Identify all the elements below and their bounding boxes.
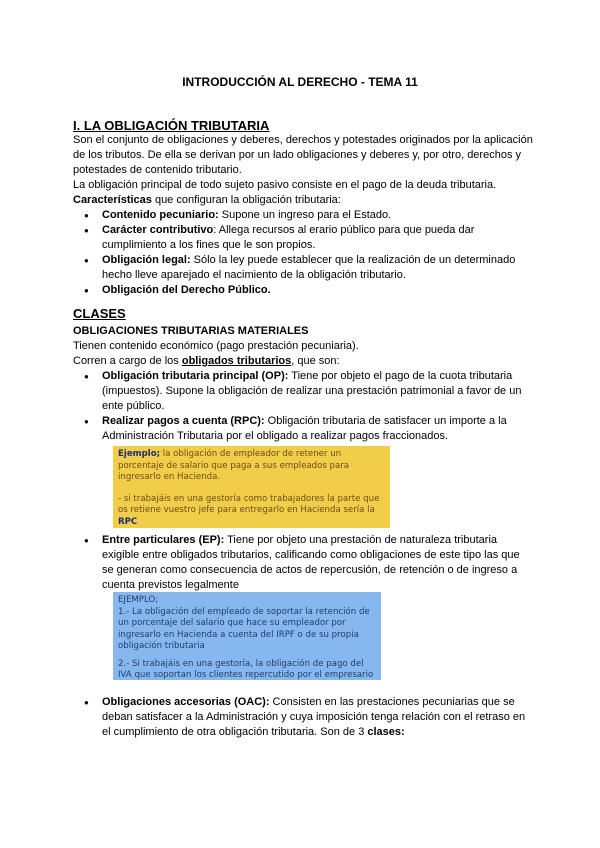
- feature-text: : Allega recursos al erario público para que pueda dar cumplimiento a los fines que le son propios.: [102, 224, 475, 251]
- example-line-1: la obligación de empleador de retener un porcentaje de salario que paga a sus empleados para ingresarlo en Hacienda.: [118, 449, 350, 482]
- subheading-materiales: OBLIGACIONES TRIBUTARIAS MATERIALES: [73, 325, 309, 337]
- ep-text: Tiene por objeto una prestación de naturaleza tributaria exigible entre obligados tributarios, calificando como obligaciones de este tipo las que se generan como consecuencia de actos de repercusión, de retención o de ingreso a cuenta previstos legalmente: [102, 534, 520, 591]
- ep-block: [73, 533, 533, 593]
- obligations-list-c: [73, 695, 533, 740]
- feature-term: Obligación legal:: [102, 254, 191, 266]
- feature-term: Carácter contributivo: [102, 224, 214, 236]
- example2-line-1: 1.- La obligación del empleado de soportar la retención de un porcentaje del salario que hace su empleador por ingresarlo en Hacienda a cuenta del IRPF o de su propia obligación tributaria: [118, 606, 370, 651]
- feature-term: Obligación del Derecho Público.: [102, 284, 271, 296]
- list-item: [73, 253, 533, 283]
- features-label: Características: [73, 194, 152, 206]
- section2-paragraph-2: [73, 354, 533, 369]
- section2-body: [73, 324, 533, 444]
- example-rpc-bold: RPC: [118, 516, 138, 527]
- rpc-term: Realizar pagos a cuenta (RPC):: [102, 415, 265, 427]
- obligations-list-a: [73, 369, 533, 444]
- example-line-2: - si trabajáis en una gestoría como trabajadores la parte que os retiene vuestro jefe para entregarlo en Hacienda sería la: [118, 493, 380, 515]
- features-intro-text: que configuran la obligación tributaria:: [151, 194, 341, 206]
- oac-block: [73, 695, 533, 740]
- feature-term: Contenido pecuniario:: [102, 209, 219, 221]
- section-heading-obligacion: I. LA OBLIGACIÓN TRIBUTARIA: [73, 118, 270, 133]
- list-item: [73, 283, 533, 298]
- section2-paragraph-1: Tienen contenido económico (pago prestación pecuniaria).: [73, 340, 359, 352]
- op-term: Obligación tributaria principal (OP):: [102, 370, 289, 382]
- features-list: [73, 208, 533, 298]
- example-label: Ejemplo;: [118, 449, 161, 459]
- list-item: [73, 223, 533, 253]
- list-item-ep: [73, 533, 533, 593]
- feature-text: Sólo la ley puede establecer que la realización de un determinado hecho lleve aparejado el nacimiento de la obligación tributario.: [102, 254, 516, 281]
- oac-term: Obligaciones accesorias (OAC):: [102, 696, 270, 708]
- features-intro: [73, 193, 533, 208]
- list-item-rpc: [73, 414, 533, 444]
- oac-clases-bold: clases:: [367, 726, 405, 738]
- document-title: INTRODUCCIÓN AL DERECHO - TEMA 11: [182, 75, 418, 89]
- section1-paragraph-1: Son el conjunto de obligaciones y deberes, derechos y potestades originados por la aplicación de los tributos. De ella se derivan por un lado obligaciones y deberes y, por otro, derechos y potestades de contenido tributario.: [73, 134, 533, 176]
- section1-body: [73, 133, 533, 298]
- example-box-rpc: [113, 446, 390, 528]
- example-box-ep: [113, 592, 381, 680]
- ep-term: Entre particulares (EP):: [102, 534, 225, 546]
- section-heading-clases: CLASES: [73, 306, 126, 321]
- list-item: [73, 208, 533, 223]
- para2-tail: , que son:: [291, 355, 340, 367]
- oac-text: Consisten en las prestaciones pecuniarias que se deban satisfacer a la Administración y cuya imposición tenga relación con el retraso en el cumplimiento de otra obligación tributaria. Son de 3: [102, 696, 526, 738]
- list-item-op: [73, 369, 533, 414]
- example2-line-2: 2.- Si trabajáis en una gestoría, la obligación de pago del IVA que soportan los clientes repercutido por el empresario: [118, 658, 374, 680]
- rpc-text: Obligación tributaria de satisfacer un importe a la Administración Tributaria por el obligado a realizar pagos fraccionados.: [102, 415, 507, 442]
- obligations-list-b: [73, 533, 533, 593]
- obligados-link-text: obligados tributarios: [181, 355, 292, 367]
- section1-paragraph-2: La obligación principal de todo sujeto pasivo consiste en el pago de la deuda tributaria.: [73, 179, 497, 191]
- para2-lead: Corren a cargo de los: [73, 355, 182, 367]
- list-item-oac: [73, 695, 533, 740]
- feature-text: Supone un ingreso para el Estado.: [218, 209, 392, 221]
- example2-label: EJEMPLO;: [118, 595, 159, 605]
- op-text: Tiene por objeto el pago de la cuota tributaria (impuestos). Supone la obligación de realizar una prestación patrimonial a favor de un ente público.: [102, 370, 522, 412]
